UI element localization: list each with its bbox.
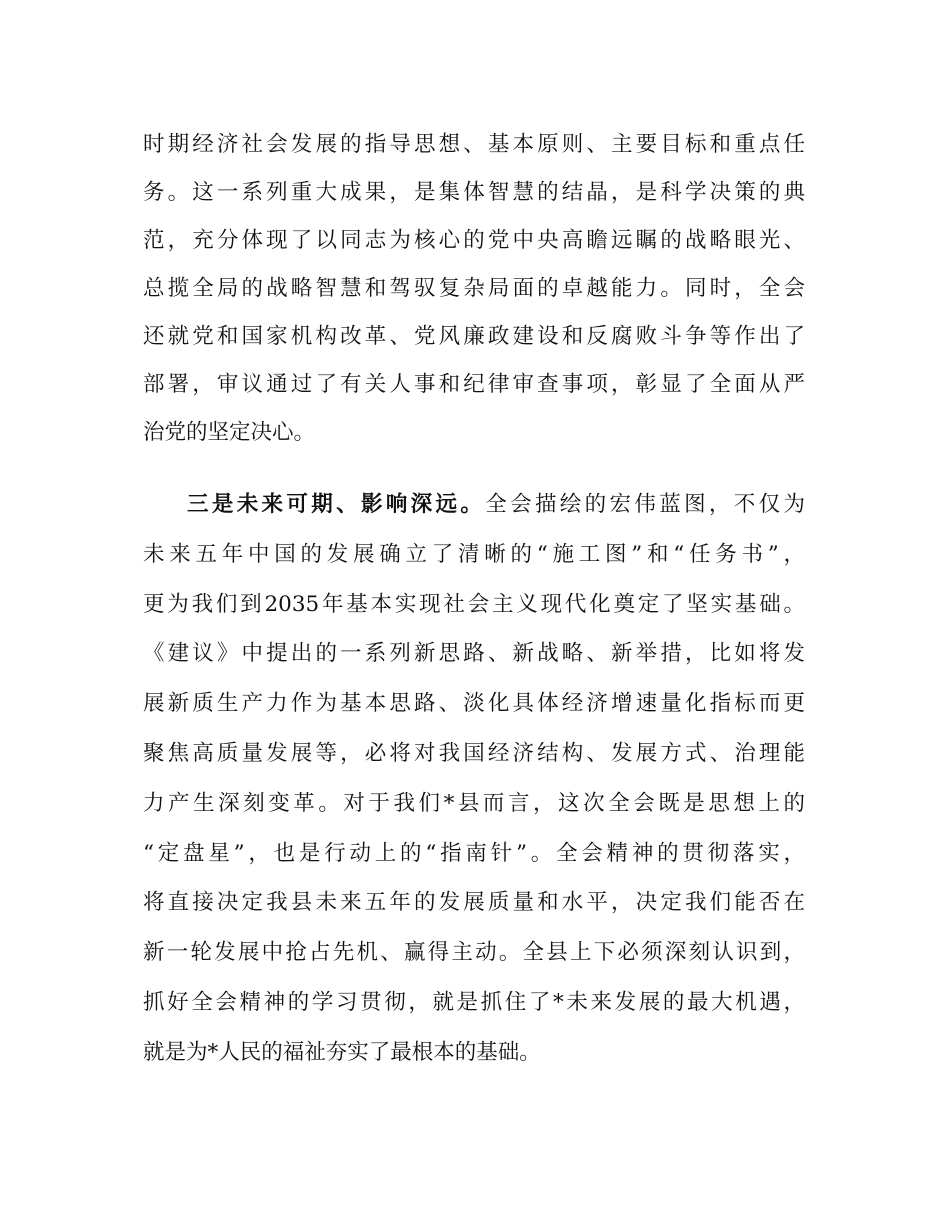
text-line: 展新质生产力作为基本思路、淡化具体经济增速量化指标而更 <box>143 691 805 717</box>
text-line: 将直接决定我县未来五年的发展质量和水平，决定我们能否在 <box>143 890 805 916</box>
text-line: 力产生深刻变革。对于我们*县而言，这次全会既是思想上的 <box>143 790 805 816</box>
text-line: 新一轮发展中抢占先机、赢得主动。全县上下必须深刻认识到， <box>143 940 805 966</box>
paragraph-2 <box>143 480 805 1078</box>
text-line: 更为我们到2035年基本实现社会主义现代化奠定了坚实基础。 <box>143 591 805 617</box>
text-line: 范，充分体现了以同志为核心的党中央高瞻远瞩的战略眼光、 <box>143 228 805 253</box>
text-line: 部署，审议通过了有关人事和纪律审查事项，彰显了全面从严 <box>143 372 805 397</box>
paragraph-1 <box>143 121 805 457</box>
text-line: 还就党和国家机构改革、党风廉政建设和反腐败斗争等作出了 <box>143 324 805 349</box>
paragraph-first-line <box>143 480 805 530</box>
text-line: 总揽全局的战略智慧和驾驭复杂局面的卓越能力。同时，全会 <box>143 276 805 301</box>
paragraph-heading: 三是未来可期、影响深远。 <box>187 492 486 517</box>
text-line: 治党的坚定决心。 <box>143 420 316 445</box>
text-line: 时期经济社会发展的指导思想、基本原则、主要目标和重点任 <box>143 132 805 157</box>
text-line: 聚焦高质量发展等，必将对我国经济结构、发展方式、治理能 <box>143 740 805 766</box>
text-line: 《建议》中提出的一系列新思路、新战略、新举措，比如将发 <box>143 641 805 667</box>
text-line: “定盘星”，也是行动上的“指南针”。全会精神的贯彻落实， <box>143 840 805 866</box>
text-line: 未来五年中国的发展确立了清晰的“施工图”和“任务书”， <box>143 541 805 567</box>
text-line: 抓好全会精神的学习贯彻，就是抓住了*未来发展的最大机遇， <box>143 989 805 1015</box>
text-line: 全会描绘的宏伟蓝图，不仅为 <box>485 492 805 517</box>
text-line: 务。这一系列重大成果，是集体智慧的结晶，是科学决策的典 <box>143 180 805 205</box>
text-line: 就是为*人民的福祉夯实了最根本的基础。 <box>143 1039 541 1065</box>
